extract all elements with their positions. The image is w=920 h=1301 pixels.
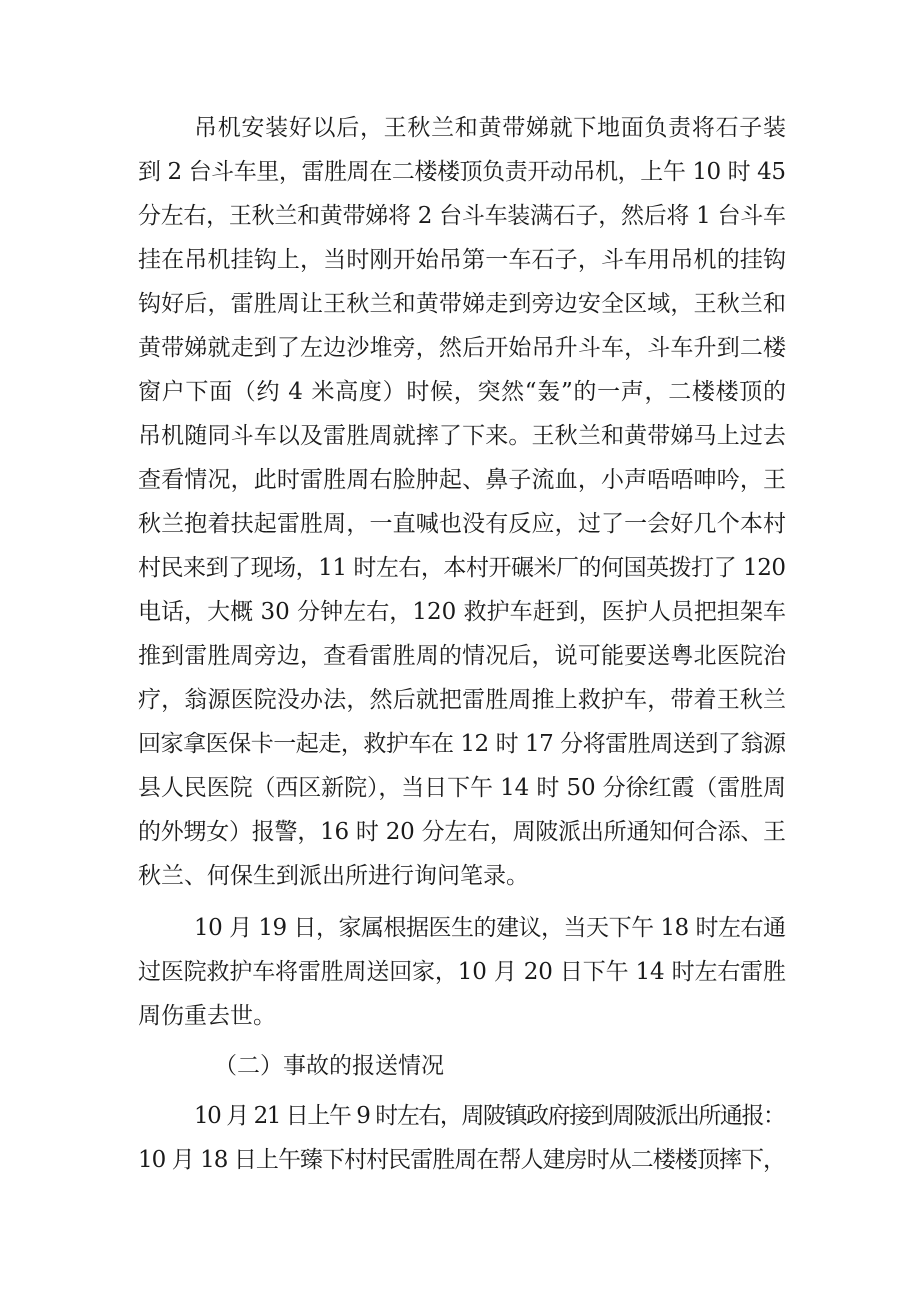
text-line: 查看情况，此时雷胜周右脸肿起、鼻子流血，小声唔唔呻吟，王 — [138, 467, 787, 493]
text-line: 到 2 台斗车里，雷胜周在二楼楼顶负责开动吊机，上午 10 时 45 — [138, 159, 786, 185]
text-line: 村民来到了现场，11 时左右，本村开碾米厂的何国英拨打了 120 — [138, 555, 786, 581]
text-line: 回家拿医保卡一起走，救护车在 12 时 17 分将雷胜周送到了翁源 — [138, 731, 786, 757]
text-line: 吊机随同斗车以及雷胜周就摔了下来。王秋兰和黄带娣马上过去 — [138, 423, 787, 449]
text-line: 吊机安装好以后，王秋兰和黄带娣就下地面负责将石子装 — [194, 115, 787, 141]
text-line: 疗，翁源医院没办法，然后就把雷胜周推上救护车，带着王秋兰 — [138, 687, 787, 713]
text-line: 挂在吊机挂钩上，当时刚开始吊第一车石子，斗车用吊机的挂钩 — [138, 247, 787, 273]
section-heading: （二）事故的报送情况 — [214, 1053, 444, 1079]
text-line: 周伤重去世。 — [138, 1003, 276, 1029]
text-line: 10 月 18 日上午臻下村村民雷胜周在帮人建房时从二楼楼顶摔下， — [138, 1147, 786, 1173]
text-line: 窗户下面（约 4 米高度）时候，突然“轰”的一声，二楼楼顶的 — [138, 379, 787, 405]
text-line: 推到雷胜周旁边，查看雷胜周的情况后，说可能要送粤北医院治 — [138, 643, 787, 669]
text-line: 10 月 19 日，家属根据医生的建议，当天下午 18 时左右通 — [194, 915, 786, 941]
text-line: 过医院救护车将雷胜周送回家，10 月 20 日下午 14 时左右雷胜 — [138, 959, 786, 985]
text-line: 黄带娣就走到了左边沙堆旁，然后开始吊升斗车，斗车升到二楼 — [138, 335, 787, 361]
text-line: 的外甥女）报警，16 时 20 分左右，周陂派出所通知何合添、王 — [138, 819, 786, 845]
text-line: 秋兰抱着扶起雷胜周，一直喊也没有反应，过了一会好几个本村 — [138, 511, 787, 537]
text-line: 钩好后，雷胜周让王秋兰和黄带娣走到旁边安全区域，王秋兰和 — [138, 291, 787, 317]
text-line: 电话，大概 30 分钟左右，120 救护车赶到，医护人员把担架车 — [138, 599, 787, 625]
text-line: 秋兰、何保生到派出所进行询问笔录。 — [138, 863, 529, 889]
text-line: 县人民医院（西区新院），当日下午 14 时 50 分徐红霞（雷胜周 — [138, 775, 786, 801]
text-line: 分左右，王秋兰和黄带娣将 2 台斗车装满石子，然后将 1 台斗车 — [138, 203, 786, 229]
text-line: 10 月 21 日上午 9 时左右，周陂镇政府接到周陂派出所通报： — [194, 1103, 785, 1129]
